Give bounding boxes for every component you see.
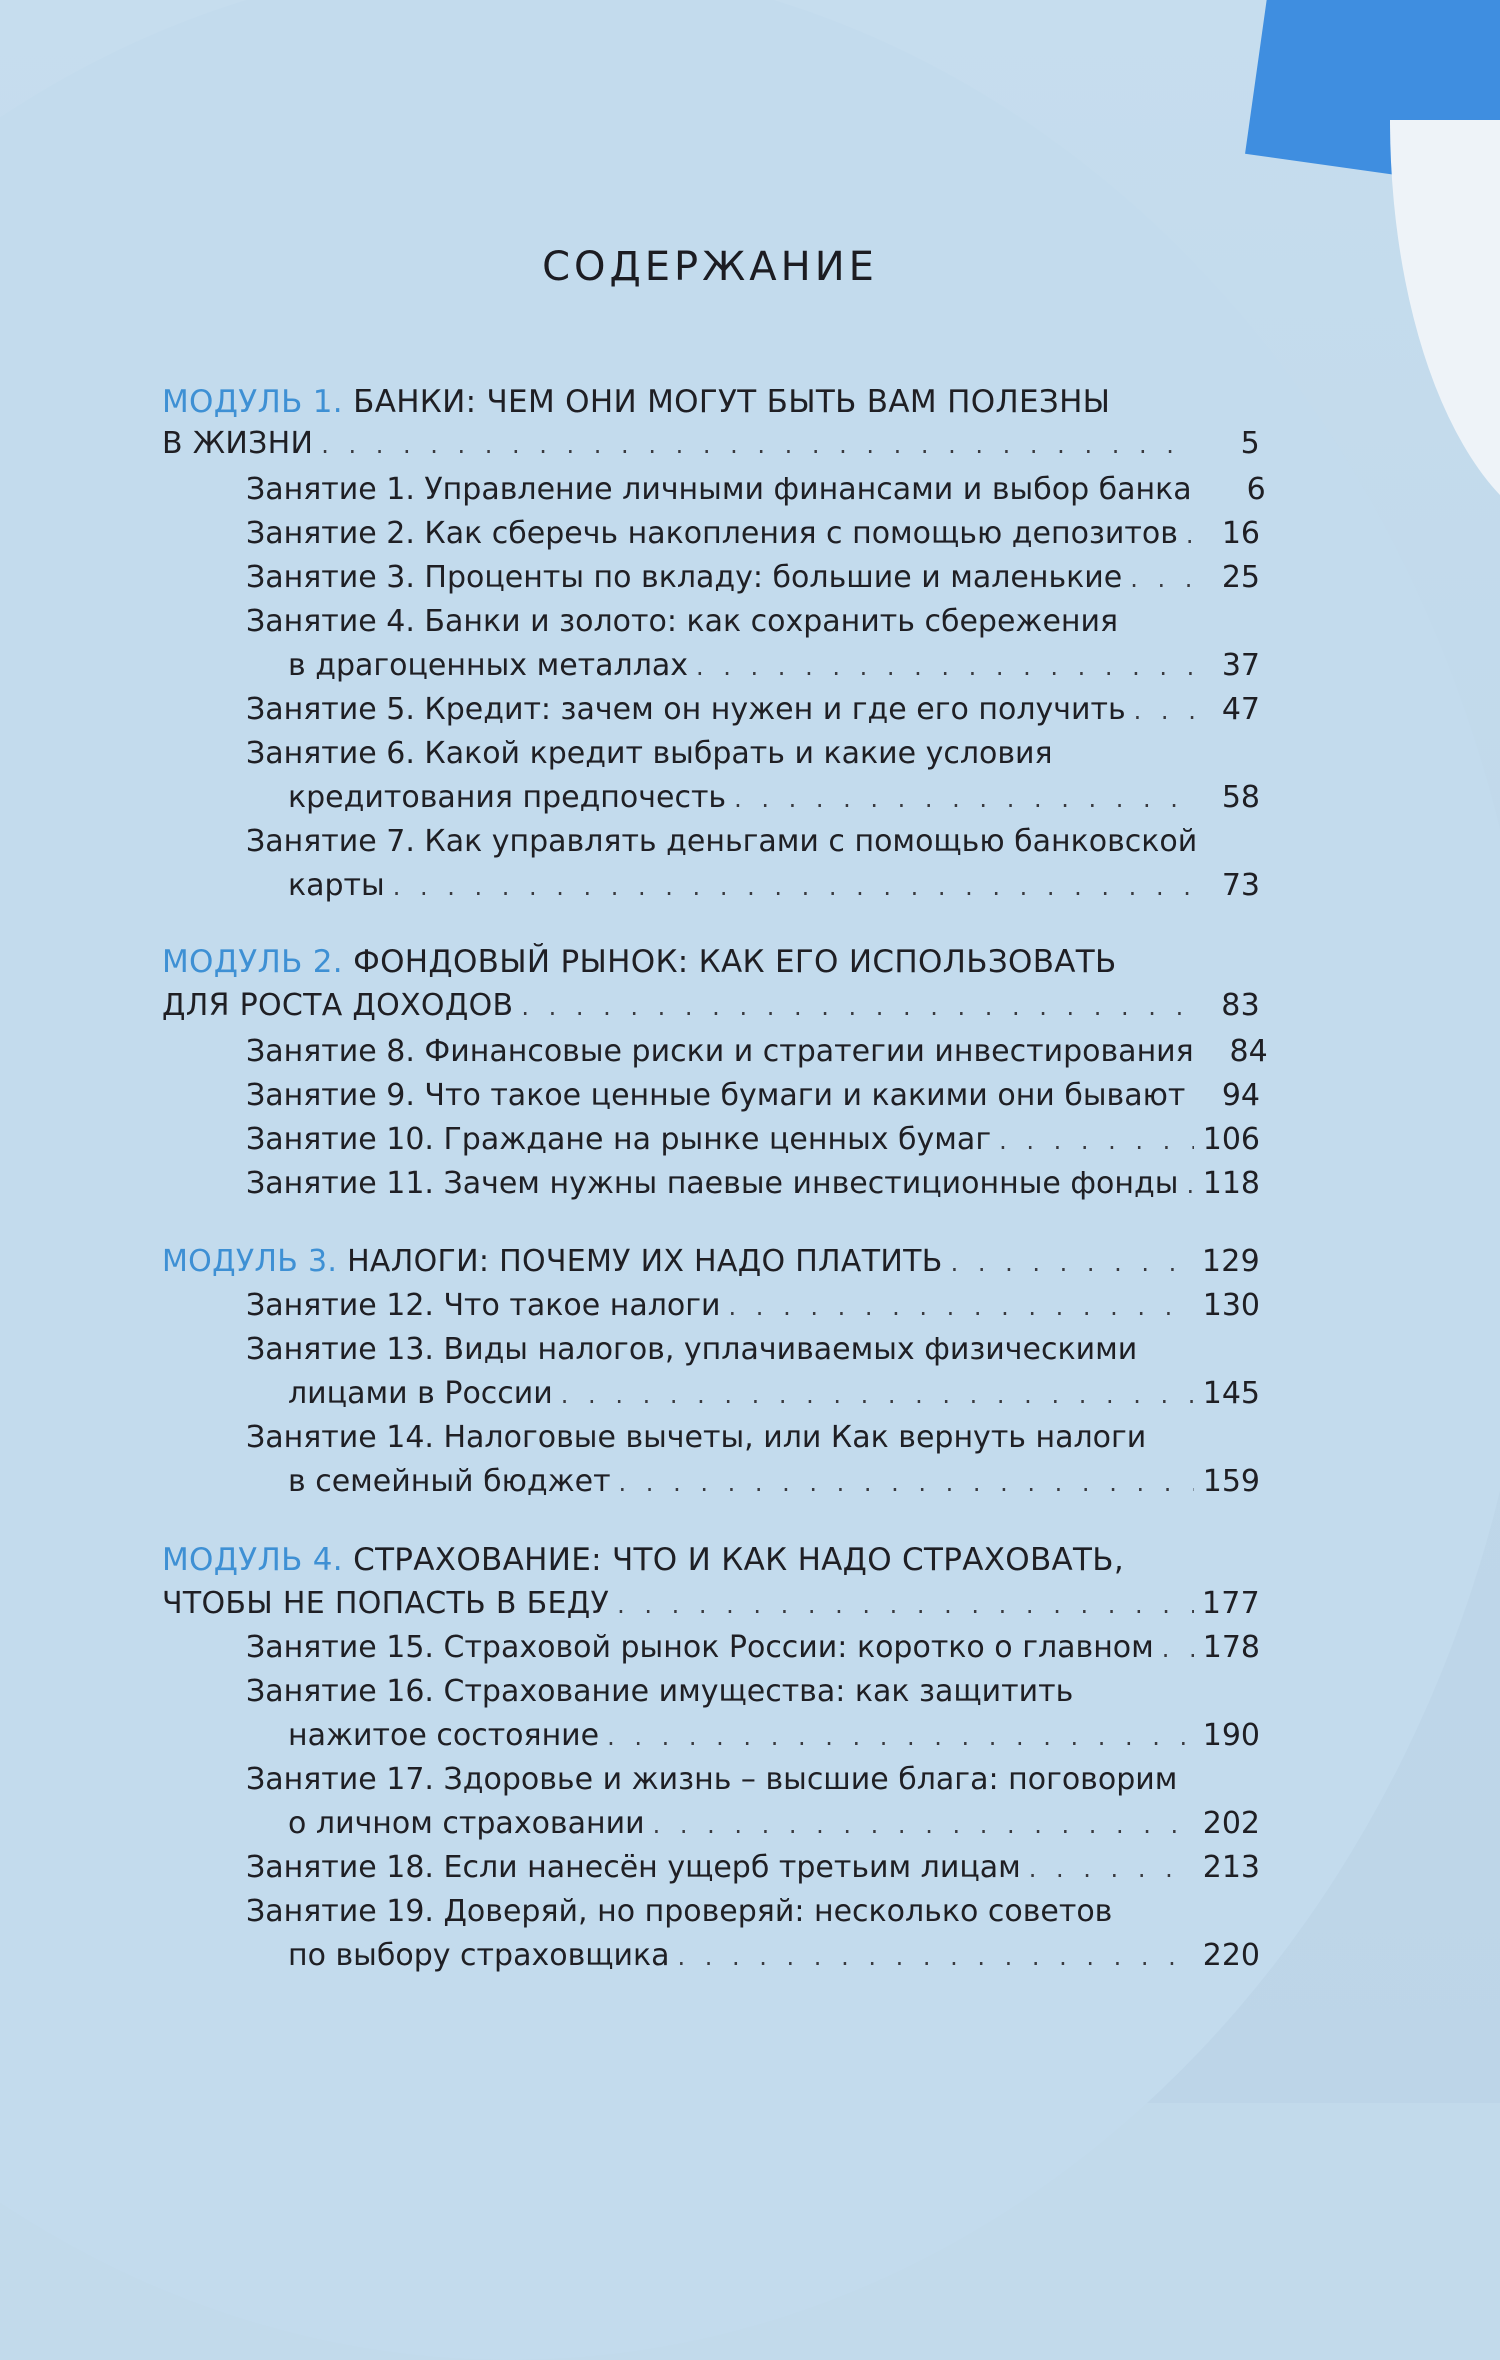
lesson-title: Занятие 19. Доверяй, но проверяй: несколько советов — [246, 1894, 1113, 1929]
lesson-page: 37 — [1221, 648, 1260, 683]
lesson-title-cont: карты — [288, 868, 385, 903]
module-2-heading-end[interactable] — [162, 984, 1260, 1028]
module-2-title: ФОНДОВЫЙ РЫНОК: КАК ЕГО ИСПОЛЬЗОВАТЬ — [353, 944, 1117, 980]
lesson-15[interactable] — [246, 1626, 1260, 1670]
leader-dots — [321, 423, 1194, 467]
lesson-title-cont: по выбору страховщика — [288, 1938, 670, 1973]
lesson-13-line-1 — [246, 1328, 1137, 1372]
lesson-title-cont: кредитования предпочесть — [288, 780, 727, 815]
leader-dots — [1186, 1163, 1194, 1207]
lesson-5[interactable] — [246, 688, 1260, 732]
lesson-page: 145 — [1202, 1376, 1260, 1411]
lesson-title-cont: лицами в России — [288, 1376, 553, 1411]
module-3-heading[interactable] — [162, 1240, 1260, 1284]
module-4-title: СТРАХОВАНИЕ: ЧТО И КАК НАДО СТРАХОВАТЬ, — [353, 1542, 1125, 1578]
lesson-7-line-1 — [246, 820, 1197, 864]
lesson-title: Занятие 3. Проценты по вкладу: большие и маленькие — [246, 560, 1123, 595]
table-of-contents — [160, 0, 1268, 2103]
leader-dots — [678, 1935, 1194, 1979]
lesson-page: 213 — [1202, 1850, 1260, 1885]
leader-dots — [696, 645, 1194, 689]
lesson-13[interactable] — [288, 1372, 1260, 1416]
lesson-page: 202 — [1202, 1806, 1260, 1841]
lesson-8[interactable] — [246, 1030, 1268, 1074]
lesson-title: Занятие 17. Здоровье и жизнь – высшие блага: поговорим — [246, 1762, 1178, 1797]
leader-dots — [561, 1373, 1194, 1417]
leader-dots — [1029, 1847, 1194, 1891]
lesson-19[interactable] — [288, 1934, 1260, 1978]
lesson-title: Занятие 14. Налоговые вычеты, или Как вернуть налоги — [246, 1420, 1147, 1455]
module-4-heading — [162, 1538, 1124, 1582]
lesson-page: 130 — [1202, 1288, 1260, 1323]
lesson-page: 25 — [1221, 560, 1260, 595]
lesson-12[interactable] — [246, 1284, 1260, 1328]
lesson-14-line-1 — [246, 1416, 1146, 1460]
leader-dots — [607, 1715, 1194, 1759]
lesson-title: Занятие 1. Управление личными финансами и выбор банка — [246, 472, 1192, 507]
lesson-title: Занятие 8. Финансовые риски и стратегии инвестирования — [246, 1034, 1194, 1069]
lesson-page: 190 — [1202, 1718, 1260, 1753]
lesson-title: Занятие 11. Зачем нужны паевые инвестиционные фонды — [246, 1166, 1179, 1201]
leader-dots — [617, 1583, 1194, 1627]
module-1-page: 5 — [1240, 426, 1260, 461]
lesson-9[interactable] — [246, 1074, 1260, 1118]
lesson-19-line-1 — [246, 1890, 1112, 1934]
lesson-3[interactable] — [246, 556, 1260, 600]
lesson-title-cont: в драгоценных металлах — [288, 648, 689, 683]
leader-dots — [951, 1241, 1194, 1285]
leader-dots — [1162, 1627, 1194, 1671]
module-2-title-cont: ДЛЯ РОСТА ДОХОДОВ — [162, 988, 514, 1023]
lesson-title: Занятие 9. Что такое ценные бумаги и какими они бывают — [246, 1078, 1186, 1113]
leader-dots — [999, 1119, 1194, 1163]
lesson-page: 58 — [1221, 780, 1260, 815]
module-2-page: 83 — [1221, 988, 1260, 1023]
lesson-title-cont: нажитое состояние — [288, 1718, 600, 1753]
lesson-11[interactable] — [246, 1162, 1260, 1206]
lesson-2[interactable] — [246, 512, 1260, 556]
lesson-title: Занятие 16. Страхование имущества: как защитить — [246, 1674, 1074, 1709]
lesson-4[interactable] — [288, 644, 1260, 688]
lesson-16[interactable] — [288, 1714, 1260, 1758]
lesson-7[interactable] — [288, 864, 1260, 908]
leader-dots — [619, 1461, 1194, 1505]
lesson-title: Занятие 13. Виды налогов, уплачиваемых физическими — [246, 1332, 1138, 1367]
lesson-page: 6 — [1246, 472, 1266, 507]
module-4-label: МОДУЛЬ 4. — [162, 1542, 343, 1578]
leader-dots — [1193, 1075, 1194, 1119]
lesson-1[interactable] — [246, 468, 1266, 512]
lesson-page: 73 — [1221, 868, 1260, 903]
leader-dots — [729, 1285, 1194, 1329]
module-3-title: НАЛОГИ: ПОЧЕМУ ИХ НАДО ПЛАТИТЬ — [347, 1244, 943, 1279]
module-1-heading-end[interactable] — [162, 422, 1260, 466]
lesson-page: 178 — [1202, 1630, 1260, 1665]
page-title: СОДЕРЖАНИЕ — [542, 244, 878, 290]
lesson-title-cont: в семейный бюджет — [288, 1464, 611, 1499]
lesson-17-line-1 — [246, 1758, 1177, 1802]
lesson-title: Занятие 15. Страховой рынок России: коротко о главном — [246, 1630, 1154, 1665]
lesson-page: 16 — [1221, 516, 1260, 551]
module-1-heading — [162, 380, 1110, 424]
lesson-16-line-1 — [246, 1670, 1073, 1714]
leader-dots — [734, 777, 1194, 821]
lesson-title: Занятие 4. Банки и золото: как сохранить сбережения — [246, 604, 1119, 639]
module-4-page: 177 — [1201, 1586, 1260, 1621]
module-4-title-cont: ЧТОБЫ НЕ ПОПАСТЬ В БЕДУ — [162, 1586, 610, 1621]
module-4-heading-end[interactable] — [162, 1582, 1260, 1626]
lesson-17[interactable] — [288, 1802, 1260, 1846]
lesson-10[interactable] — [246, 1118, 1260, 1162]
lesson-title: Занятие 5. Кредит: зачем он нужен и где его получить — [246, 692, 1126, 727]
leader-dots — [393, 865, 1194, 909]
lesson-page: 94 — [1221, 1078, 1260, 1113]
lesson-18[interactable] — [246, 1846, 1260, 1890]
lesson-page: 118 — [1202, 1166, 1260, 1201]
lesson-page: 159 — [1202, 1464, 1260, 1499]
lesson-4-line-1 — [246, 600, 1118, 644]
lesson-title: Занятие 10. Граждане на рынке ценных бумаг — [246, 1122, 992, 1157]
module-1-title-cont: В ЖИЗНИ — [162, 426, 314, 461]
leader-dots — [1134, 689, 1194, 733]
lesson-14[interactable] — [288, 1460, 1260, 1504]
leader-dots — [1130, 557, 1194, 601]
lesson-page: 106 — [1202, 1122, 1260, 1157]
lesson-page: 220 — [1202, 1938, 1260, 1973]
lesson-title: Занятие 6. Какой кредит выбрать и какие условия — [246, 736, 1053, 771]
lesson-title: Занятие 2. Как сберечь накопления с помощью депозитов — [246, 516, 1178, 551]
lesson-6[interactable] — [288, 776, 1260, 820]
module-2-heading — [162, 940, 1117, 984]
lesson-title-cont: о личном страховании — [288, 1806, 645, 1841]
module-3-page: 129 — [1201, 1244, 1260, 1279]
module-1-label: МОДУЛЬ 1. — [162, 384, 343, 420]
lesson-title: Занятие 12. Что такое налоги — [246, 1288, 721, 1323]
module-1-title: БАНКИ: ЧЕМ ОНИ МОГУТ БЫТЬ ВАМ ПОЛЕЗНЫ — [353, 384, 1111, 420]
module-3-label: МОДУЛЬ 3. — [162, 1244, 338, 1279]
lesson-page: 47 — [1221, 692, 1260, 727]
lesson-6-line-1 — [246, 732, 1053, 776]
module-2-label: МОДУЛЬ 2. — [162, 944, 343, 980]
leader-dots — [653, 1803, 1194, 1847]
leader-dots — [1186, 513, 1194, 557]
lesson-title: Занятие 7. Как управлять деньгами с помощью банковской — [246, 824, 1198, 859]
lesson-title: Занятие 18. Если нанесён ущерб третьим лицам — [246, 1850, 1021, 1885]
lesson-page: 84 — [1229, 1034, 1268, 1069]
leader-dots — [521, 985, 1194, 1029]
